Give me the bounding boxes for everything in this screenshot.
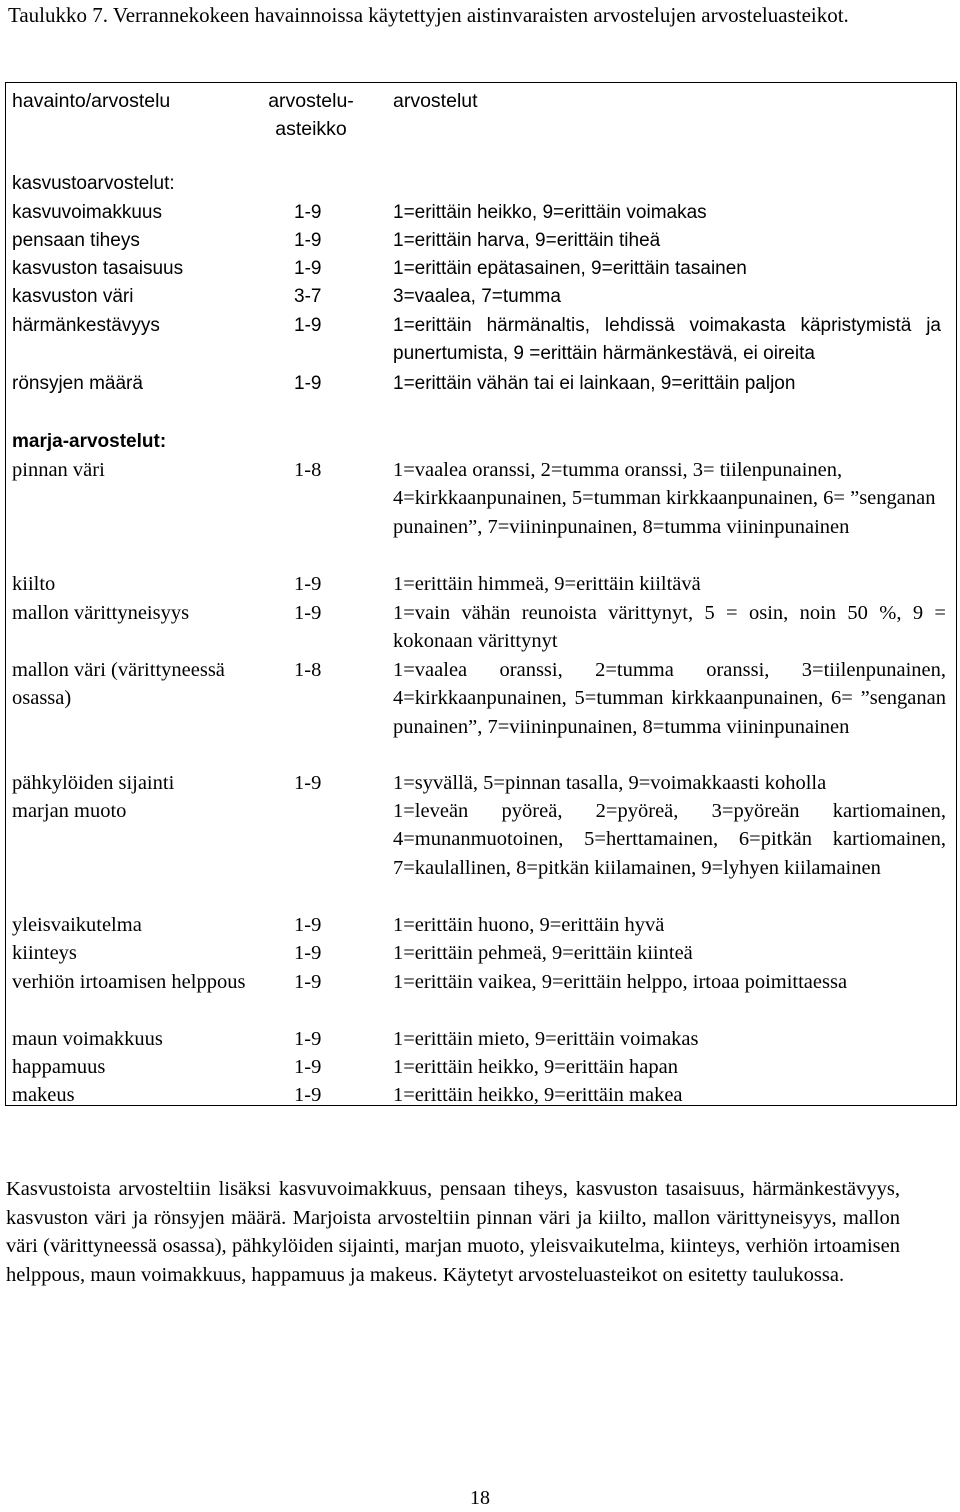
row-name: mallon väri (värittyneessä osassa): [12, 659, 225, 710]
header-observation: havainto/arvostelu: [12, 90, 171, 112]
row-scale: 1-9: [294, 315, 322, 336]
row-scale: 1-9: [294, 971, 322, 993]
row-scale: 1-9: [294, 258, 322, 279]
row-scale: 1-9: [294, 202, 322, 223]
row-scale: 3-7: [294, 286, 322, 307]
row-desc: 1=erittäin mieto, 9=erittäin voimakas: [393, 1028, 699, 1050]
row-name: happamuus: [12, 1056, 106, 1078]
row-scale: 1-9: [294, 1084, 322, 1106]
row-name: kasvuston tasaisuus: [12, 258, 184, 279]
row-name: kasvuston väri: [12, 286, 134, 307]
row-scale: 1-9: [294, 573, 322, 595]
row-name: maun voimakkuus: [12, 1028, 163, 1050]
row-desc: 1=erittäin vähän tai ei lainkaan, 9=erittäin paljon: [393, 373, 796, 394]
row-desc: 1=erittäin härmänaltis, lehdissä voimakasta käpristymistä ja punertumista, 9 =erittäin härmänkestävä, ei oireita: [393, 315, 941, 364]
section-title-berry: marja-arvostelut:: [12, 431, 167, 452]
header-ratings: arvostelut: [393, 90, 478, 112]
row-name: verhiön irtoamisen helppous: [12, 971, 246, 993]
row-scale: 1-9: [294, 1028, 322, 1050]
row-name: rönsyjen määrä: [12, 373, 143, 394]
row-scale: 1-9: [294, 602, 322, 624]
table-caption: Taulukko 7. Verrannekokeen havainnoissa käytettyjen aistinvaraisten arvostelujen arvosteluasteikot.: [8, 3, 849, 27]
row-name: kiinteys: [12, 942, 77, 964]
body-paragraph: Kasvustoista arvosteltiin lisäksi kasvuvoimakkuus, pensaan tiheys, kasvuston tasaisuus, härmänkestävyys, kasvuston väri ja rönsyjen määrä. Marjoista arvosteltiin pinnan väri ja kiilto, mallon värittyneisyys, mallon väri (värittyneessä osassa), pähkylöiden sijainti, marjan muoto, yleisvaikutelma, kiinteys, verhiön irtoamisen helppous, maun voimakkuus, happamuus ja makeus. Käytetyt arvosteluasteikot on esitetty taulukossa.: [6, 1178, 900, 1286]
row-scale: 1-9: [294, 230, 322, 251]
row-scale: 1-9: [294, 1056, 322, 1078]
row-desc: 1=erittäin harva, 9=erittäin tiheä: [393, 230, 661, 251]
rating-scale-table: [5, 82, 957, 1106]
row-desc: 1=erittäin pehmeä, 9=erittäin kiinteä: [393, 942, 693, 964]
row-name: pähkylöiden sijainti: [12, 772, 175, 794]
row-scale: 1-9: [294, 914, 322, 936]
row-desc: 1=erittäin heikko, 9=erittäin hapan: [393, 1056, 678, 1078]
row-name: marjan muoto: [12, 800, 127, 822]
row-desc: 1=vaalea oranssi, 2=tumma oranssi, 3= tiilenpunainen, 4=kirkkaanpunainen, 5=tumman kirkkaanpunainen, 6= ”senganan punainen”, 7=viininpunainen, 8=tumma viininpunainen: [393, 459, 936, 538]
row-name: pinnan väri: [12, 459, 105, 481]
section-title-stand: kasvustoarvostelut:: [12, 173, 175, 194]
row-desc: 1=leveän pyöreä, 2=pyöreä, 3=pyöreän kartiomainen, 4=munanmuotoinen, 5=herttamainen, 6=pitkän kartiomainen, 7=kaulallinen, 8=pitkän kiilamainen, 9=lyhyen kiilamainen: [393, 800, 946, 879]
row-desc: 3=vaalea, 7=tumma: [393, 286, 561, 307]
header-scale: arvostelu- asteikko: [268, 90, 354, 140]
row-desc: 1=vaalea oranssi, 2=tumma oranssi, 3=tiilenpunainen, 4=kirkkaanpunainen, 5=tumman kirkkaanpunainen, 6= ”senganan punainen”, 7=viininpunainen, 8=tumma viininpunainen: [393, 659, 946, 738]
row-desc: 1=erittäin heikko, 9=erittäin voimakas: [393, 202, 707, 223]
row-scale: 1-9: [294, 373, 322, 394]
row-desc: 1=erittäin huono, 9=erittäin hyvä: [393, 914, 665, 936]
row-scale: 1-8: [294, 659, 322, 681]
row-desc: 1=erittäin epätasainen, 9=erittäin tasainen: [393, 258, 747, 279]
row-desc: 1=erittäin vaikea, 9=erittäin helppo, irtoaa poimittaessa: [393, 971, 848, 993]
row-desc: 1=erittäin heikko, 9=erittäin makea: [393, 1084, 683, 1106]
row-scale: 1-9: [294, 772, 322, 794]
row-name: kiilto: [12, 573, 56, 595]
page-number: 18: [470, 1487, 490, 1509]
row-desc: 1=syvällä, 5=pinnan tasalla, 9=voimakkaasti koholla: [393, 772, 827, 794]
row-name: makeus: [12, 1084, 75, 1106]
row-name: härmänkestävyys: [12, 315, 160, 336]
row-name: yleisvaikutelma: [12, 914, 142, 936]
row-scale: 1-9: [294, 942, 322, 964]
row-scale: 1-8: [294, 459, 322, 481]
row-name: mallon värittyneisyys: [12, 602, 190, 624]
row-desc: 1=erittäin himmeä, 9=erittäin kiiltävä: [393, 573, 701, 595]
row-desc: 1=vain vähän reunoista värittynyt, 5 = osin, noin 50 %, 9 = kokonaan värittynyt: [393, 602, 946, 653]
row-name: kasvuvoimakkuus: [12, 202, 162, 223]
row-name: pensaan tiheys: [12, 230, 140, 251]
